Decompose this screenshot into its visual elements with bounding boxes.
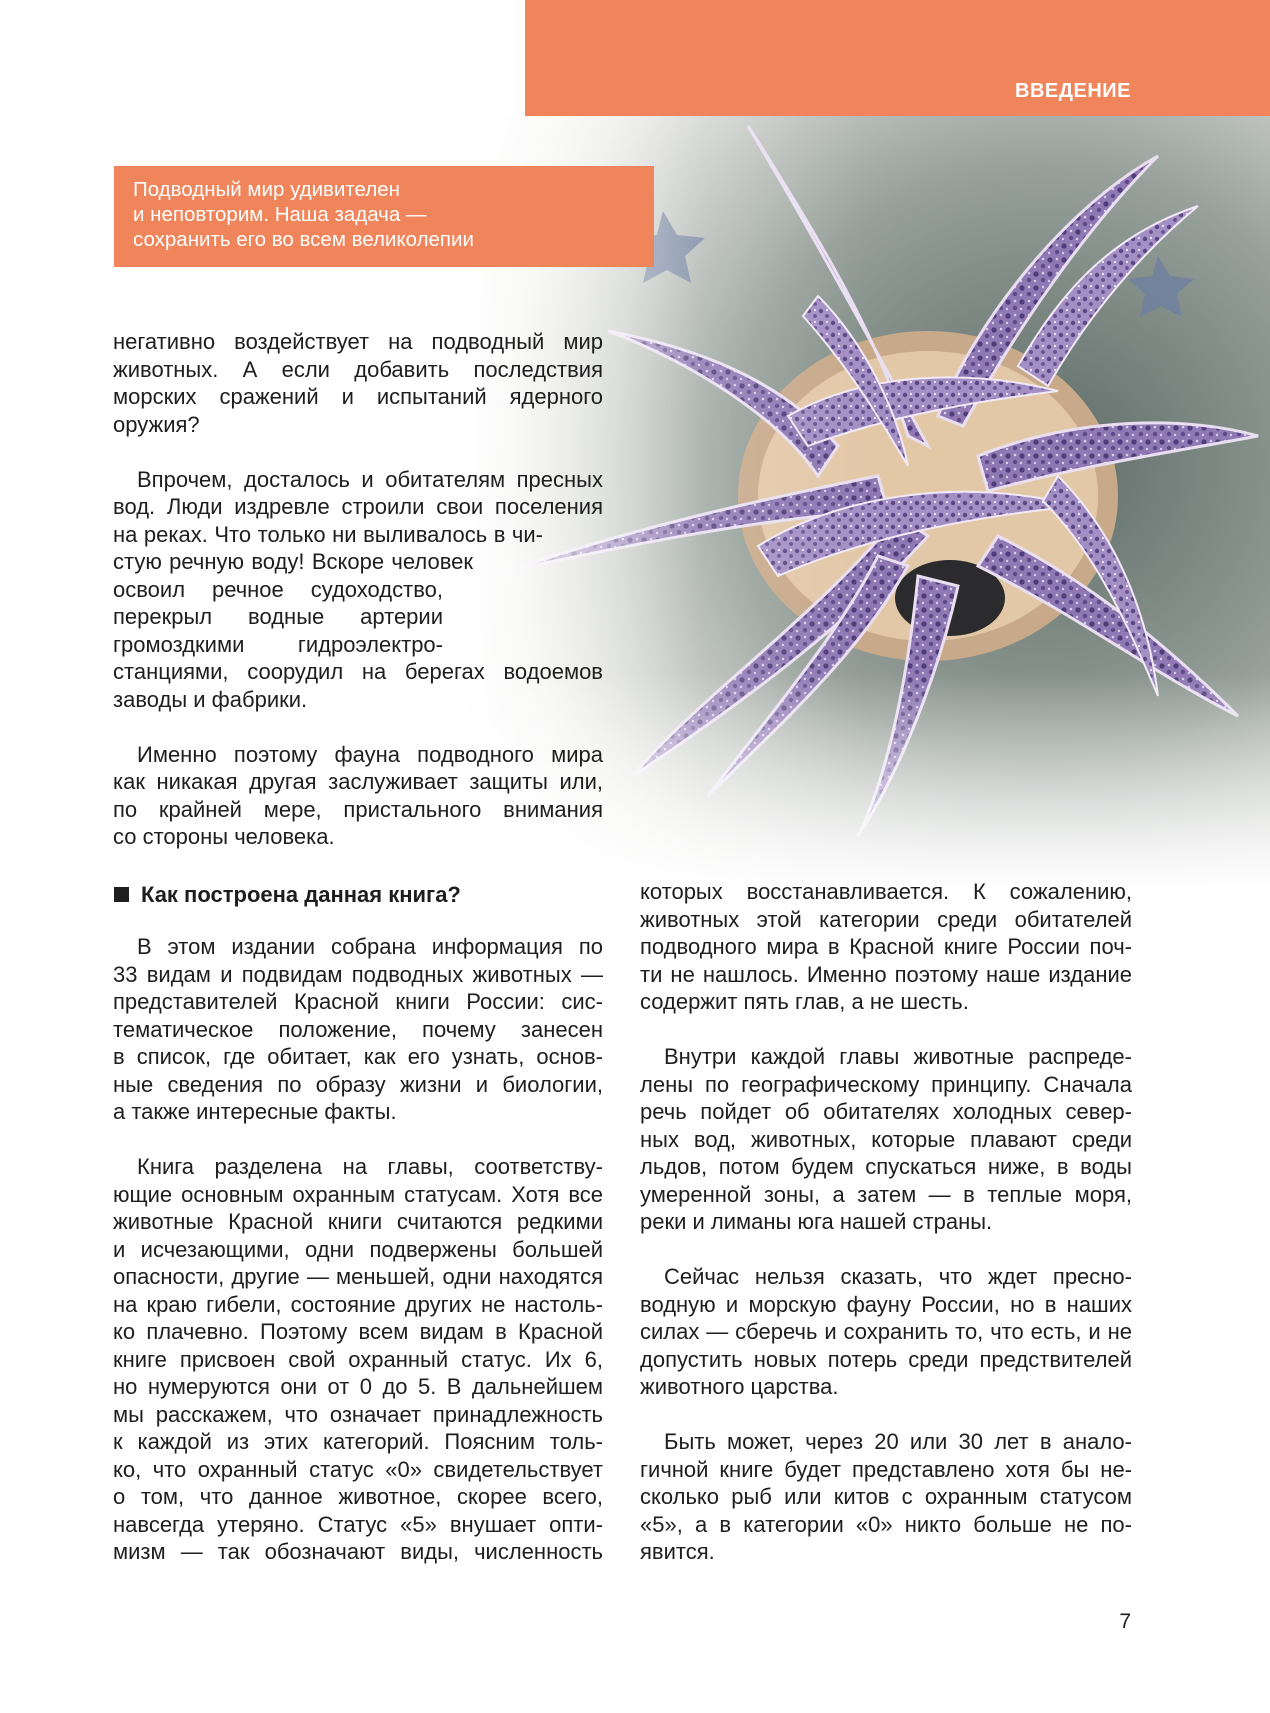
text-line: мы расскажем, что означает принадлежность (113, 1401, 603, 1427)
text-line: освоил речное судоходство, (113, 576, 443, 602)
text-line: на краю гибели, состояние других не настоль- (113, 1291, 603, 1317)
text-line: ные сведения по образу жизни и биологии, (113, 1071, 603, 1097)
text-line: громоздкими гидроэлектро- (113, 631, 443, 657)
section-label: ВВЕДЕНИЕ (1015, 80, 1131, 102)
callout-box (114, 166, 654, 267)
text-line: навсегда утеряно. Статус «5» внушает опти- (113, 1511, 603, 1537)
text-line: к каждой из этих категорий. Поясним толь- (113, 1429, 603, 1454)
text-line: Сейчас нельзя сказать, что ждет пресно- (664, 1264, 1132, 1289)
callout-line: сохранить его во всем великолепии (133, 228, 474, 251)
text-line: оружия? (113, 411, 200, 437)
text-line: сколько рыб или китов с охранным статусом (640, 1484, 1132, 1509)
body-paragraph (113, 1153, 603, 1566)
intro-paragraph (113, 741, 603, 851)
text-line: Впрочем, досталось и обитателям пресных (137, 466, 603, 492)
text-line: как никакая другая заслуживает защиты или, (113, 769, 603, 794)
text-line: мизм — так обозначают виды, численность (113, 1539, 603, 1564)
square-bullet-icon (114, 887, 129, 902)
text-line: заводы и фабрики. (113, 686, 308, 712)
body-paragraph (113, 933, 603, 1126)
text-line: по крайней мере, пристального внимания (113, 796, 603, 822)
text-line: тематическое положение, почему занесен (113, 1016, 603, 1042)
intro-paragraph (113, 466, 603, 714)
text-line: ющие основным охранным статусам. Хотя все (113, 1181, 603, 1207)
text-line: речь пойдет об обитателях холодных север- (640, 1099, 1132, 1124)
body-paragraph (640, 1263, 1132, 1401)
left-column (113, 933, 603, 1566)
text-line: допустить новых потерь среди предствителей (640, 1346, 1132, 1372)
body-paragraph (640, 878, 1132, 1016)
text-line: станциями, соорудил на берегах водоемов (113, 659, 603, 684)
text-line: 33 видам и подвидам подводных животных — (113, 961, 603, 987)
text-line: ко, что охранный статус «0» свидетельствует (113, 1456, 603, 1482)
text-line: льдов, потом будем спускаться ниже, в воды (640, 1154, 1132, 1179)
section-heading (114, 881, 461, 908)
text-line: гичной книге будет представлено хотя бы не- (640, 1456, 1132, 1482)
text-line: Именно поэтому фауна подводного мира (137, 741, 603, 767)
text-line: представителей Красной книги России: сис- (113, 989, 603, 1014)
text-line: Быть может, через 20 или 30 лет в анало- (664, 1429, 1132, 1454)
text-line: негативно воздействует на подводный мир (113, 329, 603, 354)
text-line: ко плачевно. Поэтому всем видам в Красной (113, 1319, 603, 1344)
text-line: явится. (640, 1539, 715, 1564)
text-line: В этом издании собрана информация по (137, 934, 603, 959)
text-line: о том, что данное животное, скорее всего, (113, 1484, 603, 1509)
callout-line: Подводный мир удивителен (133, 178, 400, 201)
right-column (640, 878, 1132, 1566)
body-paragraph (640, 1428, 1132, 1566)
text-line: Внутри каждой главы животные распреде- (664, 1044, 1132, 1069)
text-line: которых восстанавливается. К сожалению, (640, 879, 1132, 904)
text-line: морских сражений и испытаний ядерного (113, 384, 603, 409)
text-line: животных. А если добавить последствия (113, 356, 603, 382)
text-line: опасности, другие — меньшей, одни находятся (113, 1264, 603, 1289)
text-line: вод. Люди издревле строили свои поселения (113, 494, 603, 519)
text-line: лены по географическому принципу. Сначала (640, 1071, 1132, 1097)
text-line: умеренной зоны, а затем — в теплые моря, (640, 1181, 1132, 1207)
text-line: животных этой категории среди обитателей (640, 906, 1132, 932)
text-line: реки и лиманы юга нашей страны. (640, 1209, 993, 1234)
intro-column (113, 328, 603, 851)
text-line: а также интересные факты. (113, 1099, 397, 1124)
text-line: книге присвоен свой охранный статус. Их 6, (113, 1346, 603, 1372)
text-line: стую речную воду! Вскоре человек (113, 549, 473, 574)
text-line: силах — сберечь и сохранить то, что есть, и не (640, 1319, 1132, 1344)
section-heading-text: Как построена данная книга? (141, 882, 461, 907)
text-line: животного царства. (640, 1374, 839, 1399)
text-line: со стороны человека. (113, 824, 335, 849)
text-line: и исчезающими, одни подвержены большей (113, 1236, 603, 1262)
text-line: на реках. Что только ни выливалось в чи- (113, 521, 543, 547)
text-line: ных вод, животных, которые плавают среди (640, 1126, 1132, 1152)
intro-paragraph (113, 328, 603, 438)
section-banner (525, 0, 1270, 122)
text-line: но нумеруются они от 0 до 5. В дальнейшем (113, 1374, 603, 1399)
body-paragraph (640, 1043, 1132, 1236)
text-line: «5», а в категории «0» никто больше не по- (640, 1511, 1132, 1537)
text-line: содержит пять глав, а не шесть. (640, 989, 969, 1014)
text-line: перекрыл водные артерии (113, 604, 443, 629)
page-number: 7 (1119, 1610, 1131, 1633)
text-line: в список, где обитает, как его узнать, основ- (113, 1044, 603, 1069)
text-line: животные Красной книги считаются редкими (113, 1209, 603, 1234)
text-line: водную и морскую фауну России, но в наших (640, 1291, 1132, 1317)
text-line: подводного мира в Красной книге России поч- (640, 934, 1132, 959)
text-line: Книга разделена на главы, соответству- (137, 1154, 603, 1179)
text-line: ти не нашлось. Именно поэтому наше издание (640, 961, 1132, 987)
callout-line: и неповторим. Наша задача — (133, 203, 427, 226)
